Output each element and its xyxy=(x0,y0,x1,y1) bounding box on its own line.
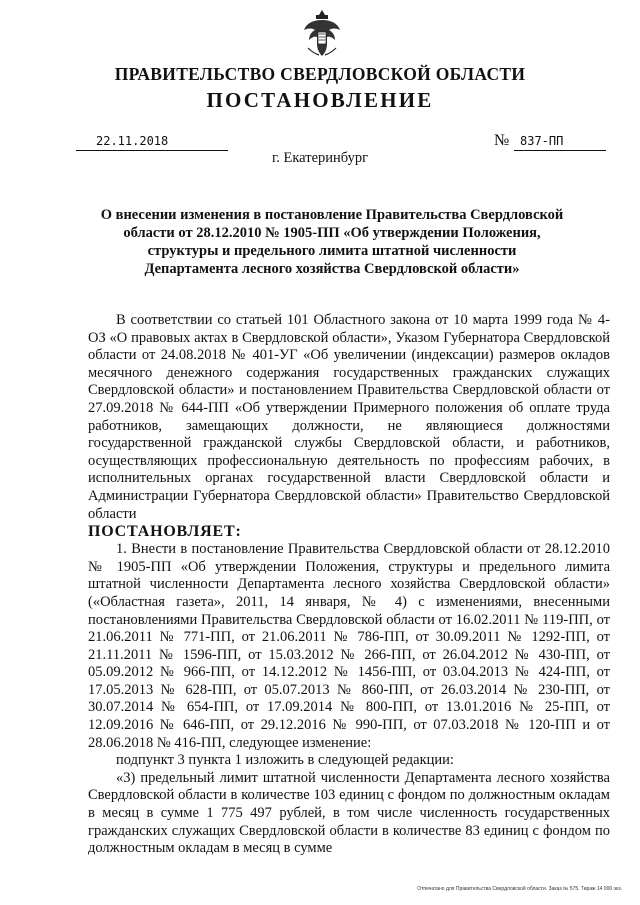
document-type-title: ПОСТАНОВЛЕНИЕ xyxy=(206,88,434,112)
item-1-paragraph: 1. Внести в постановление Правительства Свердловской области от 28.12.2010 № 1905-ПП «Об утверждении Положения, структуры и предельного лимита штатной численности Департамента лесного хозяйства Свердловской области» («Областная газета», 2011, 14 января, № 4) с изменениями, внесенными постановлениями Правительства Свердловской области от 16.02.2011 № 119-ПП, от 21.06.2011 № 771-ПП, от 21.06.2011 № 786-ПП, от 30.09.2011 № 1292-ПП, от 21.11.2011 № 1596-ПП, от 15.03.2012 № 266-ПП, от 26.04.2012 № 430-ПП, от 05.09.2012 № 966-ПП, от 14.12.2012 № 1456-ПП, от 03.04.2013 № 424-ПП, от 17.05.2013 № 628-ПП, от 05.07.2013 № 860-ПП, от 26.03.2014 № 230-ПП, от 30.07.2014 № 654-ПП, от 17.09.2014 № 800-ПП, от 13.01.2016 № 25-ПП, от 12.09.2016 № 646-ПП, от 29.12.2016 № 990-ПП, от 07.03.2018 № 120-ПП и от 28.06.2018 № 416-ПП, следующее изменение: xyxy=(88,541,610,751)
document-subject: О внесении изменения в постановление Правительства Свердловской области от 28.12.2010 № 1905-ПП «Об утверждении Положения, структуры и предельного лимита штатной численности Департамента лесного хозяйства Свердловской области» xyxy=(100,207,564,277)
city: г. Екатеринбург xyxy=(271,150,369,166)
decree-keyword: ПОСТАНОВЛЯЕТ: xyxy=(88,523,242,541)
document-number: 837-ПП xyxy=(520,134,564,148)
document-date: 22.11.2018 xyxy=(96,134,169,148)
quoted-paragraph: «3) предельный лимит штатной численности Департамента лесного хозяйства Свердловской области в количестве 103 единиц с фондом по должностным окладам в месяц в сумме 1 775 497 рублей, в том числе численность государственных гражданских служащих Свердловской области в количестве 83 единиц с фондом по должностным окладам в месяц в сумме xyxy=(88,769,610,857)
subitem-paragraph: подпункт 3 пункта 1 изложить в следующей редакции: xyxy=(116,752,454,769)
coat-of-arms-icon xyxy=(302,8,342,58)
government-title: ПРАВИТЕЛЬСТВО СВЕРДЛОВСКОЙ ОБЛАСТИ xyxy=(114,64,526,84)
document-body xyxy=(88,312,610,858)
print-note: Отпечатано для Правительства Свердловской области. Заказ № 575. Тираж 14 000 экз. xyxy=(417,886,622,892)
preamble-paragraph: В соответствии со статьей 101 Областного закона от 10 марта 1999 года № 4-ОЗ «О правовых актах в Свердловской области», Указом Губернатора Свердловской области от 24.08.2018 № 401-УГ «Об увеличении (индексации) размеров окладов месячного денежного содержания государственных гражданских служащих Свердловской области» и постановлением Правительства Свердловской области от 27.09.2018 № 644-ПП «Об утверждении Примерного положения об оплате труда работников, замещающих должности, не являющиеся должностями государственной гражданской службы Свердловской области, и работников, осуществляющих профессиональную деятельность по профессиям рабочих, в исполнительных органах государственной власти Свердловской области и Администрации Губернатора Свердловской области» Правительство Свердловской области xyxy=(88,312,610,522)
number-sign: № xyxy=(494,132,510,149)
